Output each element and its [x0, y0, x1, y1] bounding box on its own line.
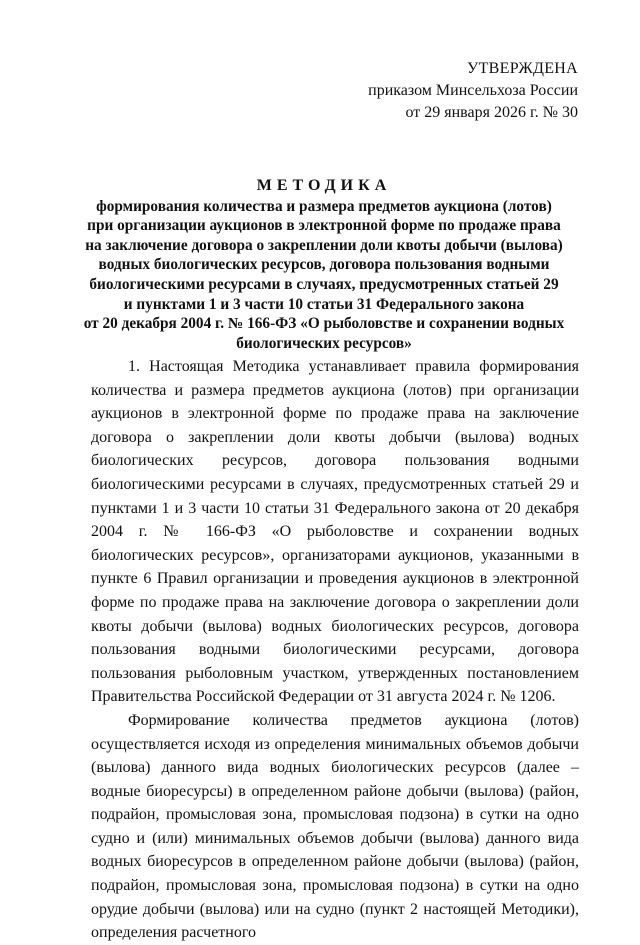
paragraph: 1. Настоящая Методика устанавливает правила формирования количества и размера предметов аукциона (лотов) при организации аукционов в электронной форме по продаже права на заключение договора о закреплении доли квоты добычи (вылова) водных биологических ресурсов, договора пользования водными биологическими ресурсами в случаях, предусмотренных статьей 29 и пунктами 1 и 3 части 10 статьи 31 Федерального закона от 20 декабря 2004 г. № 166-ФЗ «О рыболовстве и сохранении водных биологических ресурсов», организаторами аукционов, указанными в пункте 6 Правил организации и проведения аукционов в электронной форме по продаже права на заключение договора о закреплении доли квоты добычи (вылова) водных биологических ресурсов, договора пользования водными биологическими ресурсами, договора пользования рыболовным участком, утвержденных постановлением Правительства Российской Федерации от 31 августа 2024 г. № 1206.: [91, 358, 579, 706]
title-line: от 20 декабря 2004 г. № 166-ФЗ «О рыболовстве и сохранении водных: [83, 315, 565, 333]
document-title: [80, 176, 568, 353]
title-line: формирования количества и размера предметов аукциона (лотов): [96, 197, 552, 215]
title-line: на заключение договора о закреплении доли квоты добычи (вылова): [85, 236, 563, 254]
title-heading: МЕТОДИКА: [256, 177, 392, 194]
title-line: биологических ресурсов»: [236, 334, 412, 352]
approval-order-line: приказом Минсельхоза России: [368, 82, 578, 99]
title-line: при организации аукционов в электронной форме по продаже права: [87, 217, 561, 235]
approval-label: УТВЕРЖДЕНА: [466, 60, 578, 77]
approval-date-line: от 29 января 2026 г. № 30: [405, 104, 578, 121]
approval-stamp: [368, 58, 578, 124]
title-line: и пунктами 1 и 3 части 10 статьи 31 Федерального закона: [123, 295, 525, 313]
paragraph: Формирование количества предметов аукциона (лотов) осуществляется исходя из определения минимальных объемов добычи (вылова) данного вида водных биологических ресурсов (далее – водные биоресурсы) в определенном районе добычи (вылова) (район, подрайон, промысловая зона, промысловая подзона) в сутки на одно судно и (или) минимальных объемов добычи (вылова) данного вида водных биоресурсов в определенном районе добычи (вылова) (район, подрайон, промысловая зона, промысловая подзона) в сутки на одно орудие добычи (вылова) или на судно (пункт 2 настоящей Методики), определения расчетного: [91, 711, 579, 942]
document-body: [91, 355, 579, 945]
title-line: водных биологических ресурсов, договора пользования водными: [98, 256, 550, 274]
title-line: биологическими ресурсами в случаях, предусмотренных статьей 29: [89, 275, 559, 293]
